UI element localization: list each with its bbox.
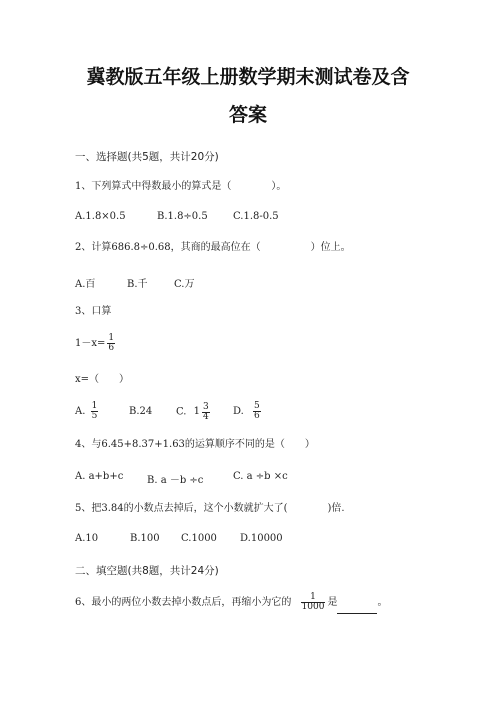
question-4-option-b: B. a －b ÷c — [147, 475, 204, 486]
fraction-denominator: 4 — [203, 411, 209, 422]
question-2-option-c: C.万 — [174, 279, 195, 290]
question-1-option-b: B.1.8÷0.5 — [157, 211, 208, 222]
question-3-answer-line: x=（ ） — [75, 374, 130, 385]
fraction-denominator: 1000 — [301, 602, 325, 612]
fraction-one-sixth — [107, 334, 115, 353]
question-3-expression-prefix: 1－x= — [75, 338, 106, 349]
question-6-text — [75, 592, 387, 614]
mixed-number-whole: 1 — [193, 406, 201, 417]
question-3-text: 3、口算 — [75, 306, 112, 317]
option-label: D. — [233, 406, 244, 417]
section-heading-choice: 一、选择题(共5题，共计20分) — [75, 151, 219, 163]
answer-blank[interactable] — [337, 603, 377, 614]
question-5-text: 5、把3.84的小数点去掉后，这个小数就扩大了( )倍. — [75, 503, 345, 514]
fraction-one-fifth — [91, 402, 99, 421]
option-label: C. — [176, 406, 187, 418]
question-5-option-c: C.1000 — [181, 533, 217, 544]
question-4-option-c: C. a ÷b ×c — [233, 471, 288, 482]
question-5-option-d: D.10000 — [240, 533, 283, 544]
fraction-numerator: 5 — [254, 401, 260, 411]
question-1-option-c: C.1.8-0.5 — [233, 211, 279, 222]
question-3-option-c — [176, 402, 212, 423]
fraction-denominator: 6 — [254, 411, 260, 421]
option-label: A. — [75, 406, 86, 417]
question-4-option-a: A. a+b+c — [75, 471, 124, 482]
fraction-one-thousandth — [301, 593, 326, 612]
question-5-option-a: A.10 — [75, 533, 99, 544]
question-1-option-a: A.1.8×0.5 — [75, 211, 126, 222]
question-5-option-b: B.100 — [130, 533, 160, 544]
question-3-option-b: B.24 — [129, 406, 153, 417]
question-6-prefix: 6、最小的两位小数去掉小数点后，再缩小为它的 — [75, 597, 292, 608]
question-1-text: 1、下列算式中得数最小的算式是（ ）。 — [75, 181, 287, 192]
question-6-suffix: 是 — [327, 597, 338, 608]
fraction-numerator: 1 — [108, 333, 115, 343]
document-title-line2: 答案 — [228, 104, 267, 126]
question-2-option-b: B.千 — [127, 279, 148, 290]
section-heading-fill-in: 二、填空题(共8题，共计24分) — [75, 565, 219, 577]
fraction-numerator: 1 — [91, 401, 98, 411]
fraction-three-quarters — [202, 403, 210, 422]
fraction-numerator: 3 — [203, 401, 209, 412]
question-2-text: 2、计算686.8÷0.68，其商的最高位在（ ）位上。 — [75, 242, 351, 253]
question-6-end: 。 — [377, 597, 388, 608]
fraction-denominator: 6 — [108, 343, 115, 353]
fraction-denominator: 5 — [91, 411, 98, 421]
question-2-option-a: A.百 — [75, 279, 96, 290]
question-4-text: 4、与6.45+8.37+1.63的运算顺序不同的是（ ） — [75, 439, 315, 450]
fraction-numerator: 1 — [301, 593, 326, 603]
fraction-five-sixths — [253, 402, 261, 421]
question-3-option-d — [233, 402, 263, 422]
document-title-line1: 冀教版五年级上册数学期末测试卷及含 — [86, 66, 410, 88]
question-3-option-a — [75, 402, 100, 422]
question-3-expression — [75, 334, 117, 354]
